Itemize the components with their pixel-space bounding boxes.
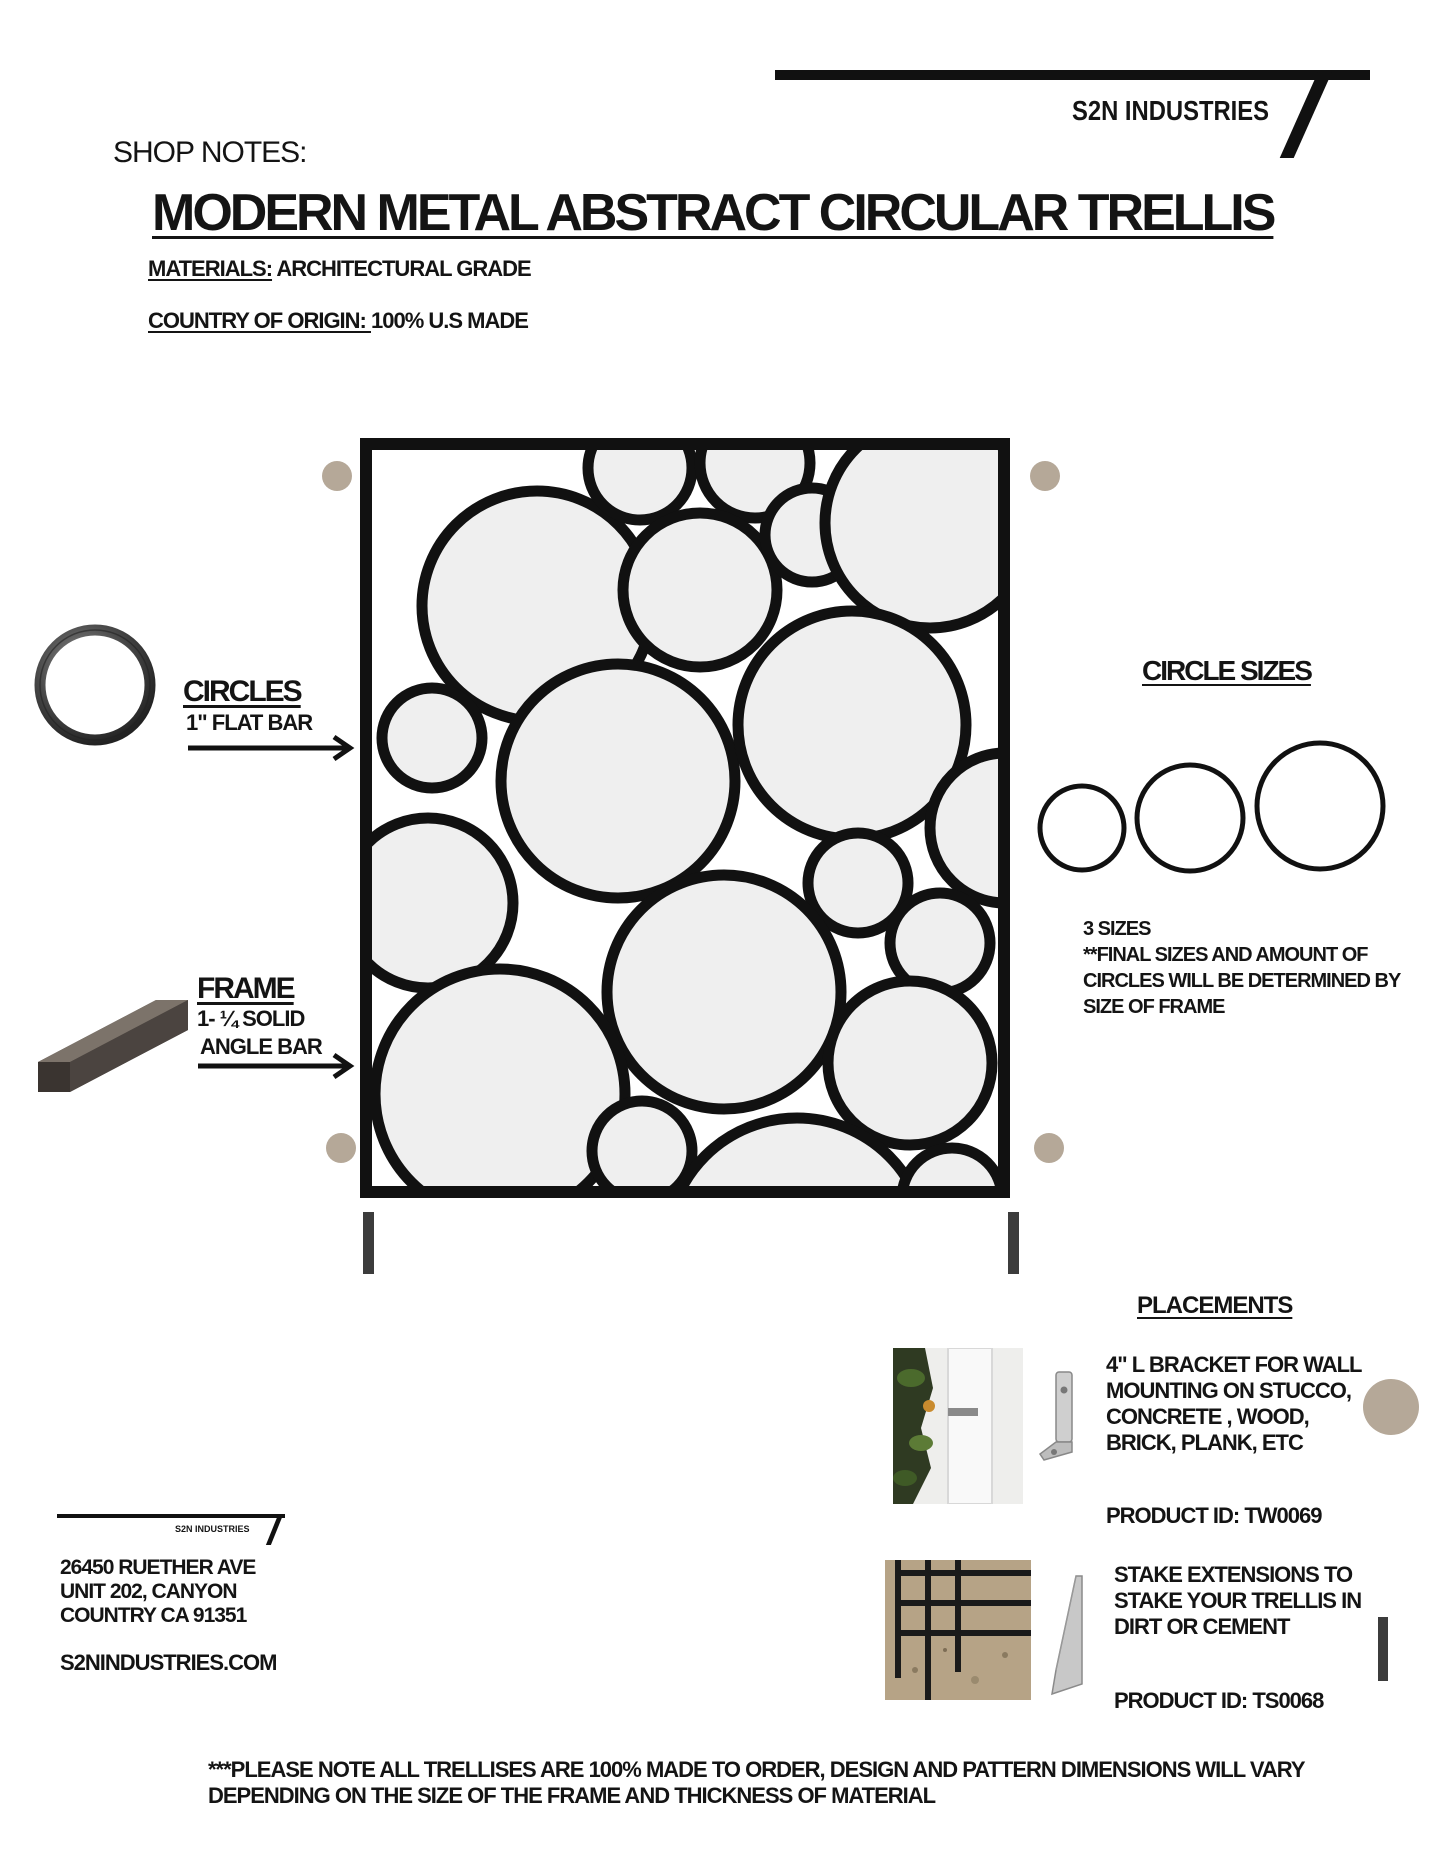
stake-post-legend: [1378, 1617, 1388, 1681]
angle-bar-icon: [38, 1000, 198, 1105]
shop-notes-label: SHOP NOTES:: [113, 136, 307, 169]
mount-dot-bottom-right: [1034, 1133, 1064, 1163]
stake-product-id: PRODUCT ID: TS0068: [1114, 1688, 1324, 1713]
mini-brand-slash: [266, 1515, 283, 1545]
circle-sizes-note: [1083, 916, 1413, 1020]
page-title: MODERN METAL ABSTRACT CIRCULAR TRELLIS: [152, 184, 1274, 242]
bracket-product-id: PRODUCT ID: TW0069: [1106, 1503, 1322, 1528]
stake-photo: [885, 1560, 1031, 1700]
placements-title: PLACEMENTS: [1137, 1292, 1293, 1319]
address-line: COUNTRY CA 91351: [60, 1604, 247, 1627]
brand-bar: [775, 70, 1370, 80]
origin-label: COUNTRY OF ORIGIN:: [148, 308, 371, 333]
mount-dot-top-left: [322, 461, 352, 491]
materials-line: [148, 256, 531, 282]
frame-spec-line1: 1- ¼ SOLID: [197, 1006, 305, 1031]
brand-name: S2N INDUSTRIES: [1072, 95, 1270, 126]
bracket-description: 4" L BRACKET FOR WALL MOUNTING ON STUCCO, CONCRETE , WOOD, BRICK, PLANK, ETC: [1106, 1352, 1362, 1455]
mount-dot-legend: [1363, 1379, 1419, 1435]
stake-icon: [1048, 1574, 1090, 1698]
frame-label: FRAME: [197, 972, 294, 1005]
ring-icon: [32, 620, 162, 750]
trellis-illustration: [360, 438, 1010, 1198]
address-line: UNIT 202, CANYON: [60, 1580, 237, 1603]
arrow-right-icon: [196, 1052, 358, 1080]
origin-value: 100% U.S MADE: [371, 308, 528, 333]
stake-description: STAKE EXTENSIONS TO STAKE YOUR TRELLIS IN DIRT OR CEMENT: [1114, 1562, 1362, 1639]
origin-line: [148, 308, 528, 334]
website-link[interactable]: S2NINDUSTRIES.COM: [60, 1650, 277, 1675]
circle-sizes-count: 3 SIZES: [1083, 918, 1151, 940]
mount-dot-bottom-left: [326, 1133, 356, 1163]
stake-post-left: [363, 1212, 374, 1274]
footer-disclaimer: ***PLEASE NOTE ALL TRELLISES ARE 100% MADE TO ORDER, DESIGN AND PATTERN DIMENSIONS WILL VARY DEPENDING ON THE SIZE OF THE FRAME AND THICKNESS OF MATERIAL: [208, 1757, 1305, 1808]
circle-sizes-title: CIRCLE SIZES: [1142, 655, 1311, 686]
l-bracket-icon: [1036, 1370, 1084, 1462]
brand-slash: [1280, 72, 1332, 158]
address-block: [60, 1556, 320, 1628]
wall-mount-photo: [893, 1348, 1023, 1504]
circle-sizes-diagram: [1035, 738, 1395, 878]
materials-value: ARCHITECTURAL GRADE: [272, 256, 531, 281]
stake-post-right: [1008, 1212, 1019, 1274]
circle-sizes-disclaimer: **FINAL SIZES AND AMOUNT OF CIRCLES WILL BE DETERMINED BY SIZE OF FRAME: [1083, 944, 1400, 1018]
materials-label: MATERIALS:: [148, 256, 273, 281]
mini-brand-bar: [57, 1514, 285, 1518]
mount-dot-top-right: [1030, 461, 1060, 491]
mini-brand-name: S2N INDUSTRIES: [175, 1524, 250, 1534]
circles-spec: 1" FLAT BAR: [186, 710, 313, 735]
circles-label: CIRCLES: [183, 675, 301, 708]
arrow-right-icon: [186, 734, 358, 762]
frame-spec-line2: ANGLE BAR: [200, 1034, 322, 1059]
address-line: 26450 RUETHER AVE: [60, 1556, 256, 1579]
